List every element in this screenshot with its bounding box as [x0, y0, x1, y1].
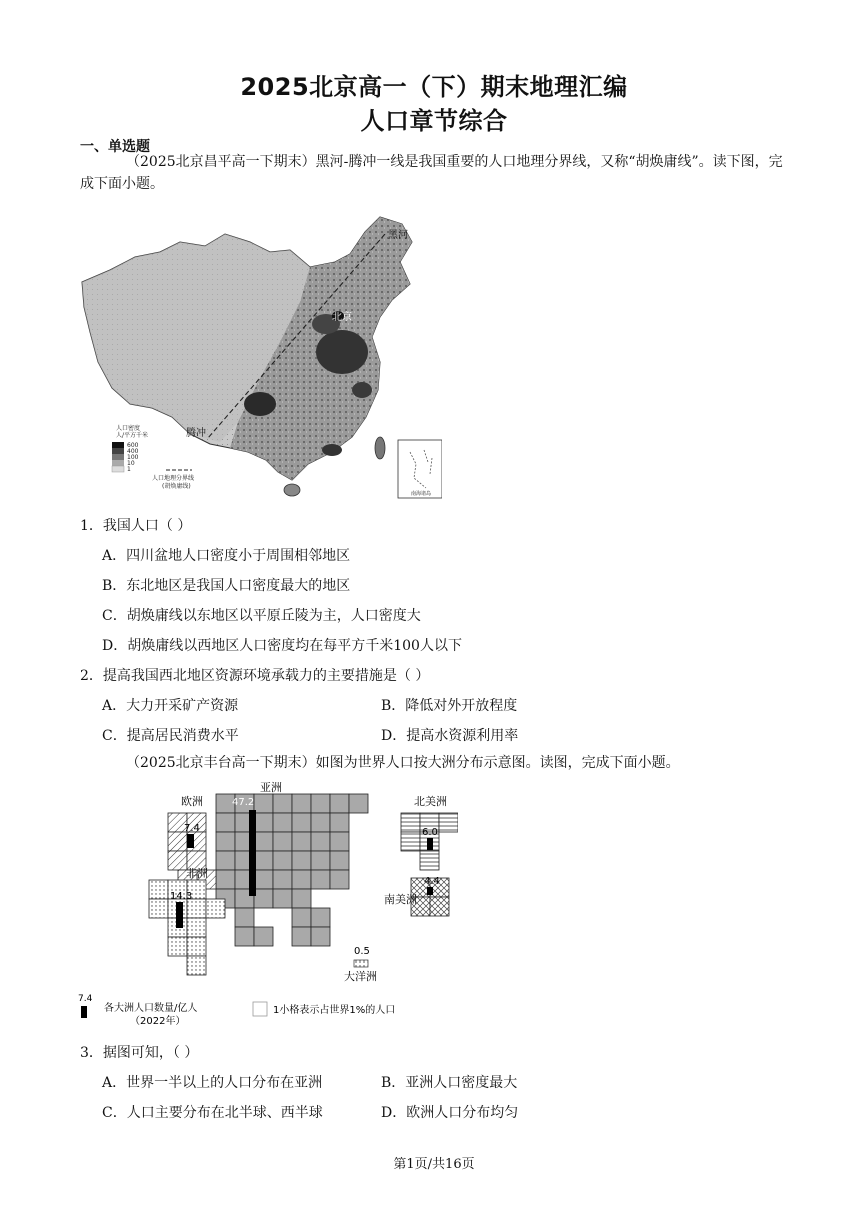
- question-3-stem: 3．据图可知，（ ）: [80, 1045, 199, 1061]
- asia-cell: [311, 927, 330, 946]
- label-south-america: 南美洲: [384, 893, 417, 906]
- legend-value-400: 400: [127, 448, 139, 455]
- value-africa: 14.3: [170, 891, 193, 902]
- asia-cell: [273, 794, 292, 813]
- label-oceania: 大洋洲: [344, 970, 377, 983]
- asia-cell: [273, 832, 292, 851]
- label-tengchong: 腾冲: [186, 428, 206, 439]
- inset-label: 南海诸岛: [411, 491, 432, 497]
- asia-cell: [254, 889, 273, 908]
- china-population-map: [80, 212, 442, 502]
- asia-cell: [292, 870, 311, 889]
- asia-cell: [311, 908, 330, 927]
- asia-cell: [330, 870, 349, 889]
- asia-cell: [216, 832, 235, 851]
- svg-text:人口密度: 人口密度: [116, 425, 141, 432]
- asia-cell: [254, 794, 273, 813]
- legend-bar-swatch: [81, 1006, 87, 1018]
- value-oceania: 0.5: [354, 946, 370, 957]
- question-2-option-b[interactable]: B．降低对外开放程度: [381, 698, 518, 714]
- asia-cell: [311, 851, 330, 870]
- asia-cell: [254, 927, 273, 946]
- north-america-cell: [420, 851, 439, 870]
- svg-text:人/平方千米: 人/平方千米: [116, 432, 149, 439]
- asia-cell: [311, 832, 330, 851]
- label-africa: 非洲: [186, 867, 208, 880]
- page-title: 2025北京高一（下）期末地理汇编: [240, 73, 628, 101]
- legend-bar-label: 各大洲人口数量/亿人: [104, 1003, 198, 1014]
- asia-cell: [216, 851, 235, 870]
- asia-cell: [292, 889, 311, 908]
- question-3-option-c[interactable]: C．人口主要分布在北半球、西半球: [102, 1105, 323, 1121]
- bar-north-america: [427, 838, 433, 850]
- legend-value-600: 600: [127, 442, 139, 449]
- south-america-cell: [430, 897, 449, 916]
- africa-cell: [149, 899, 168, 918]
- asia-cell: [273, 870, 292, 889]
- asia-cell: [254, 870, 273, 889]
- asia-cell: [330, 813, 349, 832]
- asia-cell: [311, 870, 330, 889]
- north-america-cell: [439, 813, 458, 832]
- question-1-option-b[interactable]: B．东北地区是我国人口密度最大的地区: [102, 578, 351, 594]
- asia-cell: [292, 794, 311, 813]
- question-1-option-c[interactable]: C．胡焕庸线以东地区以平原丘陵为主，人口密度大: [102, 608, 421, 624]
- question-1-stem: 1．我国人口（ ）: [80, 518, 192, 534]
- legend-cell-label: 1小格表示占世界1%的人口: [273, 1005, 396, 1016]
- passage-1: （2025北京昌平高一下期末）黑河-腾冲一线是我国重要的人口地理分界线，又称“胡焕庸线”。读下图，完成下面小题。: [80, 154, 783, 192]
- africa-cell: [206, 899, 225, 918]
- legend-line-label: 人口地理分界线: [152, 475, 195, 482]
- asia-cell: [273, 889, 292, 908]
- question-2-option-a[interactable]: A．大力开采矿产资源: [102, 698, 239, 714]
- asia-cell: [216, 813, 235, 832]
- page-subtitle: 人口章节综合: [360, 107, 508, 135]
- world-population-figure: [78, 780, 458, 1025]
- bar-asia: [249, 810, 256, 896]
- question-3-option-b[interactable]: B．亚洲人口密度最大: [381, 1075, 518, 1091]
- value-europe: 7.4: [184, 823, 200, 834]
- north-america-cell: [401, 832, 420, 851]
- asia-cell: [292, 832, 311, 851]
- asia-cell: [273, 813, 292, 832]
- asia-cell: [349, 794, 368, 813]
- asia-cell: [292, 927, 311, 946]
- value-south-america: 4.4: [424, 876, 440, 887]
- passage-2: （2025北京丰台高一下期末）如图为世界人口按大洲分布示意图。读图，完成下面小题。: [126, 755, 680, 771]
- question-3-option-a[interactable]: A．世界一半以上的人口分布在亚洲: [102, 1075, 323, 1091]
- asia-cell: [330, 794, 349, 813]
- label-asia: 亚洲: [260, 781, 282, 794]
- asia-cell: [235, 908, 254, 927]
- question-1-option-a[interactable]: A．四川盆地人口密度小于周围相邻地区: [102, 548, 351, 564]
- asia-cell: [292, 851, 311, 870]
- legend-line-sub: (胡焕庸线): [162, 483, 191, 490]
- legend-value-100: 100: [127, 454, 139, 461]
- africa-cell: [187, 956, 206, 975]
- section-title: 一、单选题: [80, 139, 150, 155]
- asia-cell: [254, 832, 273, 851]
- bar-south-america: [427, 887, 433, 895]
- asia-cell: [292, 813, 311, 832]
- legend-bar-value: 7.4: [78, 994, 93, 1004]
- legend-value-1: 1: [127, 466, 131, 473]
- legend-cell-swatch: [253, 1002, 267, 1016]
- africa-cell: [187, 937, 206, 956]
- asia-cell: [330, 832, 349, 851]
- bar-africa: [176, 902, 183, 928]
- asia-cell: [273, 851, 292, 870]
- value-asia: 47.2: [232, 797, 255, 808]
- question-2-stem: 2．提高我国西北地区资源环境承载力的主要措施是（ ）: [80, 668, 430, 684]
- asia-cell: [235, 927, 254, 946]
- question-2-option-c[interactable]: C．提高居民消费水平: [102, 728, 239, 744]
- asia-cell: [330, 851, 349, 870]
- asia-cell: [292, 908, 311, 927]
- value-north-america: 6.0: [422, 827, 438, 838]
- legend-value-10: 10: [127, 460, 135, 467]
- page-footer: 第1页/共16页: [393, 1157, 475, 1172]
- label-heihe: 黑河: [388, 230, 408, 241]
- asia-block: [216, 794, 368, 946]
- asia-cell: [254, 813, 273, 832]
- label-europe: 欧洲: [181, 795, 203, 808]
- map-legend: [112, 424, 194, 490]
- asia-cell: [311, 794, 330, 813]
- south-china-sea-inset: [398, 440, 442, 498]
- question-2-option-d[interactable]: D．提高水资源利用率: [381, 728, 519, 744]
- label-beijing: 北京: [332, 312, 352, 323]
- africa-cell: [187, 918, 206, 937]
- question-3-option-d[interactable]: D．欧洲人口分布均匀: [381, 1105, 519, 1121]
- legend-bar-year: （2022年）: [130, 1016, 186, 1025]
- question-1-option-d[interactable]: D．胡焕庸线以西地区人口密度均在每平方千米100人以下: [102, 638, 462, 654]
- asia-cell: [216, 870, 235, 889]
- europe-cell: [168, 832, 187, 851]
- north-america-cell: [401, 813, 420, 832]
- africa-cell: [149, 880, 168, 899]
- europe-cell: [168, 851, 187, 870]
- asia-cell: [311, 813, 330, 832]
- bar-europe: [187, 834, 194, 848]
- asia-cell: [254, 851, 273, 870]
- africa-cell: [168, 937, 187, 956]
- label-north-america: 北美洲: [414, 795, 447, 808]
